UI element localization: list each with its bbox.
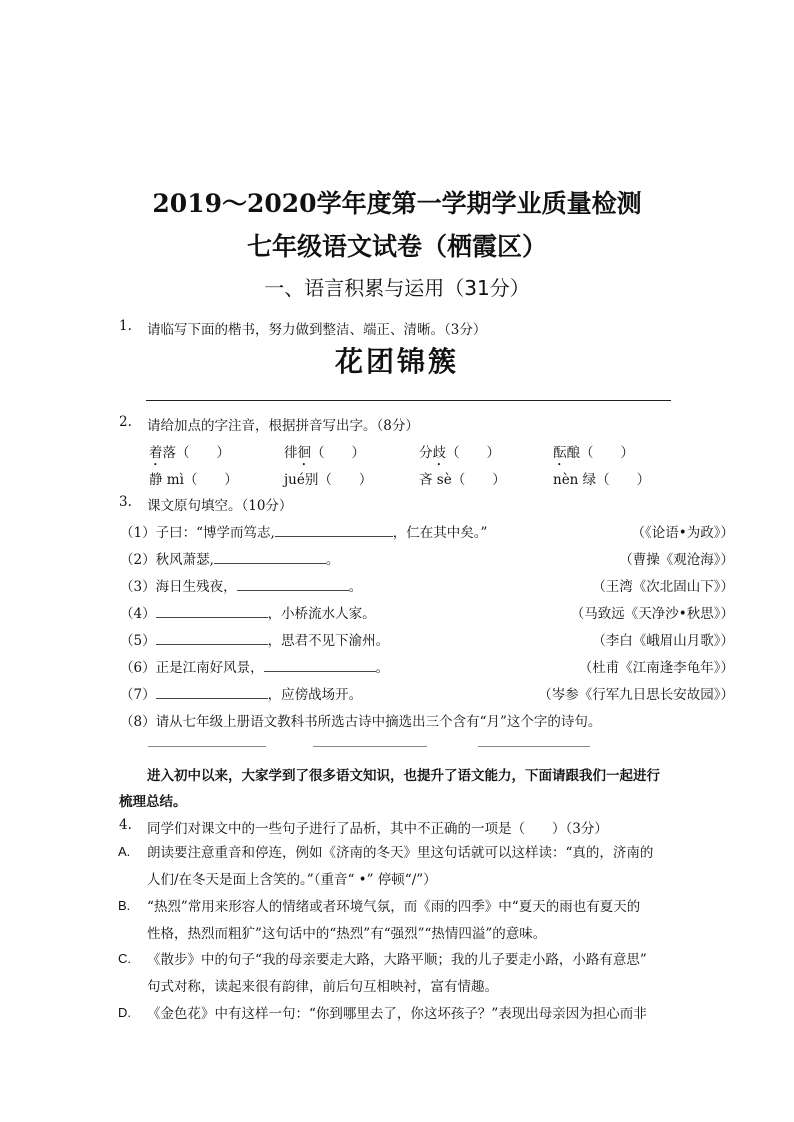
option-text: 性格，热烈而粗犷”这句话中的“热烈”有“强烈”“热情四溢”的意味。 bbox=[147, 926, 547, 942]
option-text: 《散步》中的句子“我的母亲要走大路，大路平顺；我的儿子要走小路，小路有意思” bbox=[147, 952, 647, 968]
pinyin-item: jué别（ ） bbox=[284, 472, 373, 488]
question-number: 2. bbox=[119, 414, 132, 430]
pinyin-item: 分歧（ ） bbox=[419, 445, 500, 461]
option-text: “热烈”常用来形容人的情绪或者环境气氛，而《雨的四季》中“夏天的雨也有夏天的 bbox=[147, 899, 641, 915]
source-citation: （曹操《观沧海》） bbox=[619, 552, 734, 568]
fill-blank-item: （6）正是江南好风景， 。 bbox=[120, 660, 390, 676]
source-citation: （《论语•为政》） bbox=[631, 525, 734, 541]
writing-line bbox=[146, 400, 671, 401]
question-prompt: 请临写下面的楷书，努力做到整洁、端正、清晰。（3分） bbox=[147, 322, 487, 338]
question-number: 4. bbox=[119, 817, 132, 833]
option-text: 朗读要注意重音和停连，例如《济南的冬天》里这句话就可以这样读：“真的，济南的 bbox=[147, 845, 654, 861]
fill-blank-item: （8）请从七年级上册语文教科书所选古诗中摘选出三个含有“月”这个字的诗句。 bbox=[120, 714, 602, 730]
fill-blank-item: （4） ，小桥流水人家。 bbox=[120, 606, 376, 622]
source-citation: （王湾《次北固山下》） bbox=[592, 579, 734, 595]
source-citation: （马致远《天净沙•秋思》） bbox=[570, 606, 734, 622]
fill-blank-item: （2）秋风萧瑟, 。 bbox=[120, 552, 340, 568]
pinyin-item: 徘徊（ ） bbox=[284, 445, 365, 461]
section-title: 一、语言积累与运用（31分） bbox=[264, 276, 530, 300]
answer-line bbox=[478, 746, 590, 747]
calligraphy-sample: 花团锦簇 bbox=[334, 345, 459, 378]
option-letter: B. bbox=[118, 898, 131, 913]
fill-blank-item: （1）子曰：“博学而笃志, ，仁在其中矣。” bbox=[120, 525, 488, 541]
question-number: 3. bbox=[119, 494, 132, 510]
answer-line bbox=[148, 746, 266, 747]
option-text: 人们/在冬天是面上含笑的。”（重音“ •” 停顿“/”） bbox=[147, 872, 437, 888]
option-letter: D. bbox=[118, 1005, 131, 1020]
source-citation: （岑参《行军九日思长安故园》） bbox=[538, 687, 734, 703]
source-citation: （杜甫《江南逢李龟年》） bbox=[578, 660, 734, 676]
section-intro: 梳理总结。 bbox=[119, 794, 187, 810]
exam-subtitle: 七年级语文试卷（栖霞区） bbox=[246, 232, 547, 261]
pinyin-item: 着落（ ） bbox=[149, 445, 230, 461]
fill-blank-item: （3）海日生残夜， 。 bbox=[120, 579, 363, 595]
option-text: 《金色花》中有这样一句：“你到哪里去了，你这坏孩子？”表现出母亲因为担心而非 bbox=[147, 1006, 647, 1022]
pinyin-item: 吝 sè（ ） bbox=[419, 472, 506, 488]
fill-blank-item: （5） ，思君不见下渝州。 bbox=[120, 633, 390, 649]
question-prompt: 请给加点的字注音，根据拼音写出字。（8分） bbox=[147, 418, 419, 434]
section-intro: 进入初中以来，大家学到了很多语文知识，也提升了语文能力，下面请跟我们一起进行 bbox=[147, 768, 660, 784]
question-prompt: 课文原句填空。（10分） bbox=[147, 498, 293, 514]
exam-title: 2019～2020学年度第一学期学业质量检测 bbox=[152, 189, 642, 218]
option-letter: C. bbox=[118, 951, 131, 966]
option-letter: A. bbox=[118, 844, 131, 859]
answer-line bbox=[313, 746, 427, 747]
pinyin-item: nèn 绿（ ） bbox=[553, 472, 651, 488]
question-prompt: 同学们对课文中的一些句子进行了品析，其中不正确的一项是（ ）（3分） bbox=[147, 821, 608, 837]
option-text: 句式对称，读起来很有韵律，前后句互相映衬，富有情趣。 bbox=[147, 979, 498, 995]
source-citation: （李白《峨眉山月歌》） bbox=[592, 633, 734, 649]
question-number: 1. bbox=[119, 318, 132, 334]
pinyin-item: 酝酿（ ） bbox=[553, 445, 634, 461]
fill-blank-item: （7） ，应傍战场开。 bbox=[120, 687, 363, 703]
pinyin-item: 静 mì（ ） bbox=[149, 472, 238, 488]
